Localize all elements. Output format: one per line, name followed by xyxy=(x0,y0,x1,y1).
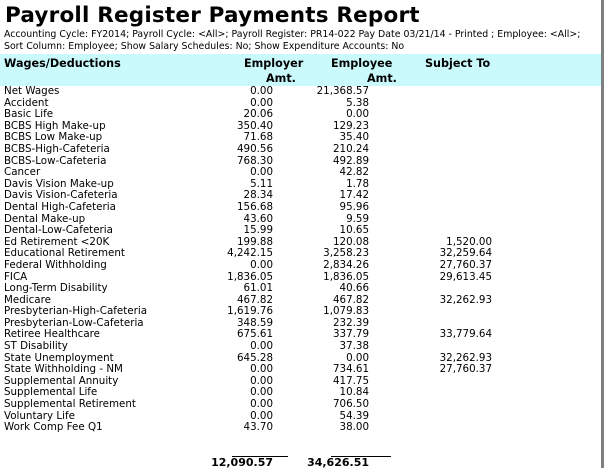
row-label: BCBS High Make-up xyxy=(4,119,106,132)
row-label: Work Comp Fee Q1 xyxy=(4,421,103,434)
subject-to-amount: 27,760.37 xyxy=(439,363,492,376)
row-label: Net Wages xyxy=(4,85,60,97)
row-label: Basic Life xyxy=(4,108,54,121)
employee-amount: 337.79 xyxy=(332,328,369,341)
report-criteria-line-1: Accounting Cycle: FY2014; Payroll Cycle: <All>; Payroll Register: PR14-022 Pay Date 03/21/14 - Printed ; Employee: <All>; xyxy=(4,29,581,40)
row-label: Retiree Healthcare xyxy=(4,328,101,341)
table-row xyxy=(0,167,601,179)
employee-amount: 2,834.26 xyxy=(323,258,369,271)
employer-amount: 15.99 xyxy=(243,224,273,237)
employer-amount: 43.60 xyxy=(243,212,273,225)
subject-to-amount: 32,262.93 xyxy=(439,293,492,306)
employee-amount: 210.24 xyxy=(332,142,369,155)
table-row xyxy=(0,422,601,434)
employer-amount: 467.82 xyxy=(236,293,273,306)
column-header-subject-to: Subject To xyxy=(425,57,491,70)
table-header xyxy=(0,54,601,86)
column-header-wages-deductions: Wages/Deductions xyxy=(4,57,121,70)
employer-amount: 1,836.05 xyxy=(227,270,273,283)
employee-amount: 5.38 xyxy=(346,96,369,109)
employee-amount: 3,258.23 xyxy=(323,247,369,260)
row-label: BCBS-Low-Cafeteria xyxy=(4,154,107,167)
employee-amount: 734.61 xyxy=(332,363,369,376)
employee-amount: 21,368.57 xyxy=(316,85,369,97)
table-row xyxy=(0,86,601,98)
employee-amount: 10.65 xyxy=(339,224,369,237)
column-header-employee-amt: Amt. xyxy=(367,72,397,85)
employer-amount: 0.00 xyxy=(250,96,273,109)
employee-amount: 95.96 xyxy=(339,200,369,213)
row-label: BCBS-High-Cafeteria xyxy=(4,142,110,155)
employer-amount: 0.00 xyxy=(250,363,273,376)
employee-amount: 17.42 xyxy=(339,189,369,202)
employer-amount: 0.00 xyxy=(250,386,273,399)
employee-amount: 1,079.83 xyxy=(323,305,369,318)
row-label: Dental High-Cafeteria xyxy=(4,200,116,213)
employer-amount: 0.00 xyxy=(250,374,273,387)
column-header-employee: Employee xyxy=(331,57,393,70)
employer-amount: 0.00 xyxy=(250,166,273,179)
employee-total: 34,626.51 xyxy=(307,456,369,469)
row-label: Presbyterian-High-Cafeteria xyxy=(4,305,147,318)
employer-amount: 0.00 xyxy=(250,85,273,97)
subject-to-amount: 1,520.00 xyxy=(446,235,492,248)
employer-amount: 348.59 xyxy=(236,316,273,329)
table-row xyxy=(0,225,601,237)
employee-amount: 9.59 xyxy=(346,212,369,225)
row-label: State Withholding - NM xyxy=(4,363,123,376)
employee-amount: 38.00 xyxy=(339,421,369,434)
employer-amount: 1,619.76 xyxy=(227,305,273,318)
employee-amount: 120.08 xyxy=(332,235,369,248)
employee-amount: 37.38 xyxy=(339,340,369,353)
row-label: Dental Make-up xyxy=(4,212,86,225)
row-label: Supplemental Annuity xyxy=(4,374,119,387)
table-row xyxy=(0,202,601,214)
row-label: Ed Retirement <20K xyxy=(4,235,110,248)
employee-amount: 54.39 xyxy=(339,409,369,422)
table-row xyxy=(0,399,601,411)
employer-amount: 0.00 xyxy=(250,340,273,353)
row-label: Davis Vision-Cafeteria xyxy=(4,189,118,202)
row-label: State Unemployment xyxy=(4,351,114,364)
employer-amount: 645.28 xyxy=(236,351,273,364)
employee-amount: 129.23 xyxy=(332,119,369,132)
report-title: Payroll Register Payments Report xyxy=(5,3,420,28)
row-label: Davis Vision Make-up xyxy=(4,177,114,190)
subject-to-amount: 32,262.93 xyxy=(439,351,492,364)
employer-amount: 490.56 xyxy=(236,142,273,155)
row-label: Cancer xyxy=(4,166,41,179)
row-label: Dental-Low-Cafeteria xyxy=(4,224,113,237)
employer-amount: 5.11 xyxy=(250,177,273,190)
employee-amount: 42.82 xyxy=(339,166,369,179)
employer-amount: 0.00 xyxy=(250,258,273,271)
employer-amount: 156.68 xyxy=(236,200,273,213)
table-row xyxy=(0,329,601,341)
row-label: Federal Withholding xyxy=(4,258,107,271)
employee-amount: 0.00 xyxy=(346,108,369,121)
column-header-employer: Employer xyxy=(244,57,304,70)
employer-amount: 350.40 xyxy=(236,119,273,132)
table-row xyxy=(0,98,601,110)
row-label: Medicare xyxy=(4,293,51,306)
employer-amount: 0.00 xyxy=(250,398,273,411)
row-label: BCBS Low Make-up xyxy=(4,131,103,144)
subject-to-amount: 32,259.64 xyxy=(439,247,492,260)
row-label: Accident xyxy=(4,96,49,109)
employee-amount: 0.00 xyxy=(346,351,369,364)
subject-to-amount: 33,779.64 xyxy=(439,328,492,341)
row-label: ST Disability xyxy=(4,340,68,353)
row-label: FICA xyxy=(4,270,28,283)
employee-amount: 35.40 xyxy=(339,131,369,144)
employee-amount: 10.84 xyxy=(339,386,369,399)
employee-amount: 232.39 xyxy=(332,316,369,329)
employer-amount: 20.06 xyxy=(243,108,273,121)
employee-amount: 40.66 xyxy=(339,282,369,295)
report-rows xyxy=(0,86,601,434)
employer-amount: 71.68 xyxy=(243,131,273,144)
employer-amount: 28.34 xyxy=(243,189,273,202)
column-header-employer-amt: Amt. xyxy=(266,72,296,85)
totals-row xyxy=(0,456,601,469)
employer-amount: 0.00 xyxy=(250,409,273,422)
row-label: Voluntary Life xyxy=(4,409,75,422)
row-label: Long-Term Disability xyxy=(4,282,108,295)
employer-total: 12,090.57 xyxy=(211,456,273,469)
table-row xyxy=(0,341,601,353)
employee-amount: 1,836.05 xyxy=(323,270,369,283)
table-row xyxy=(0,156,601,168)
report-criteria-line-2: Sort Column: Employee; Show Salary Schedules: No; Show Expenditure Accounts: No xyxy=(4,41,405,52)
employer-amount: 675.61 xyxy=(236,328,273,341)
employer-amount: 4,242.15 xyxy=(227,247,273,260)
employer-amount: 43.70 xyxy=(243,421,273,434)
employee-amount: 706.50 xyxy=(332,398,369,411)
employee-amount: 492.89 xyxy=(332,154,369,167)
employer-amount: 61.01 xyxy=(243,282,273,295)
table-row xyxy=(0,144,601,156)
employee-amount: 467.82 xyxy=(332,293,369,306)
employer-amount: 199.88 xyxy=(236,235,273,248)
row-label: Supplemental Retirement xyxy=(4,398,136,411)
subject-to-amount: 27,760.37 xyxy=(439,258,492,271)
employee-amount: 1.78 xyxy=(346,177,369,190)
table-row xyxy=(0,260,601,272)
row-label: Presbyterian-Low-Cafeteria xyxy=(4,316,144,329)
employee-amount: 417.75 xyxy=(332,374,369,387)
table-row xyxy=(0,283,601,295)
subject-to-amount: 29,613.45 xyxy=(439,270,492,283)
employer-amount: 768.30 xyxy=(236,154,273,167)
row-label: Educational Retirement xyxy=(4,247,125,260)
row-label: Supplemental Life xyxy=(4,386,98,399)
